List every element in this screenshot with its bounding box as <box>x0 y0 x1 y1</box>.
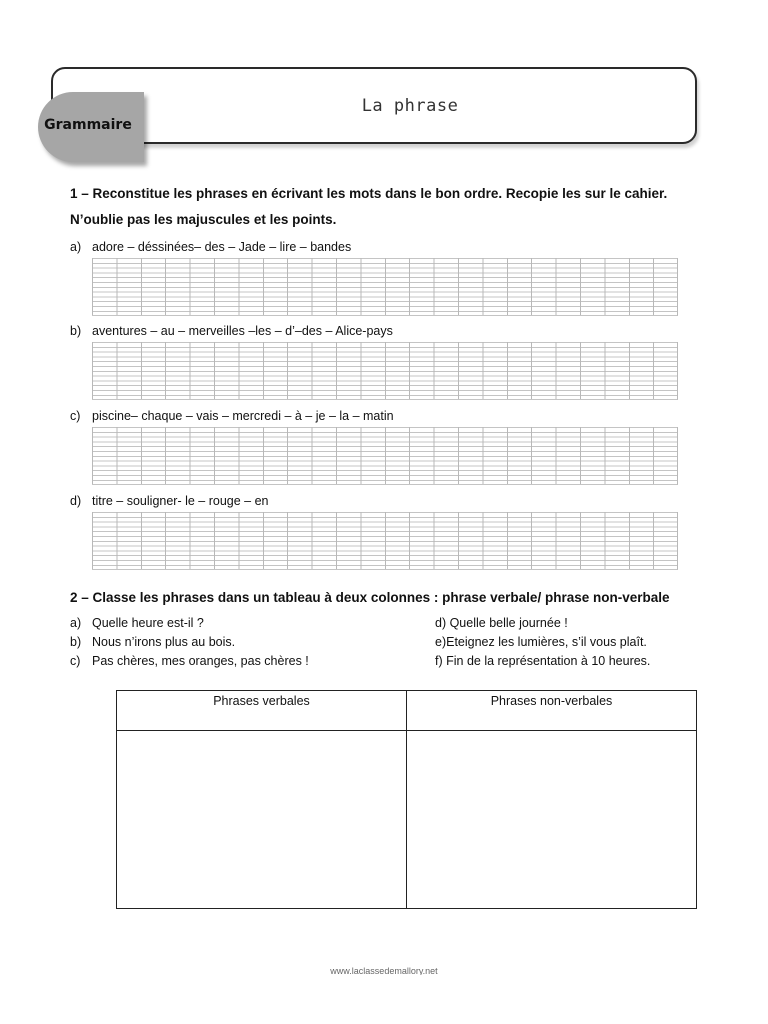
sentence-f: f) Fin de la représentation à 10 heures. <box>435 654 651 668</box>
sort-table <box>116 690 697 909</box>
item-letter: d) <box>70 494 82 508</box>
sentence-a <box>70 616 204 630</box>
item-words: aventures – au – merveilles –les – d’–des – Alice-pays <box>92 324 393 338</box>
subject-tab <box>38 92 144 162</box>
sentence-letter: c) <box>70 654 81 668</box>
writing-grid-c[interactable] <box>92 427 678 485</box>
sentence-list <box>70 616 710 673</box>
sentence-c <box>70 654 309 668</box>
sentence-text: Nous n’irons plus au bois. <box>92 635 236 649</box>
exercise1-subtitle: N’oublie pas les majuscules et les points. <box>70 212 337 227</box>
column-header-verbal: Phrases verbales <box>117 691 407 731</box>
exercise1-item-d <box>70 494 269 508</box>
answer-cell-non-verbal[interactable] <box>407 731 697 909</box>
sentence-text: Pas chères, mes oranges, pas chères ! <box>92 654 309 668</box>
sentence-row <box>70 616 710 635</box>
subject-label: Grammaire <box>44 117 132 133</box>
sentence-e: e)Eteignez les lumières, s’il vous plaît. <box>435 635 647 649</box>
exercise2-title: 2 – Classe les phrases dans un tableau à deux colonnes : phrase verbale/ phrase non-verbale <box>70 590 670 605</box>
item-letter: b) <box>70 324 82 338</box>
item-letter: a) <box>70 240 82 254</box>
footer-url: www.laclassedemallory.net <box>330 966 438 975</box>
exercise1-item-a <box>70 240 351 254</box>
sentence-row <box>70 654 710 673</box>
item-words: piscine– chaque – vais – mercredi – à – je – la – matin <box>92 409 394 423</box>
item-words: adore – déssinées– des – Jade – lire – bandes <box>92 240 352 254</box>
sentence-d: d) Quelle belle journée ! <box>435 616 568 630</box>
item-letter: c) <box>70 409 81 423</box>
writing-grid-b[interactable] <box>92 342 678 400</box>
sentence-letter: b) <box>70 635 82 649</box>
page-title: La phrase <box>361 96 459 116</box>
writing-grid-d[interactable] <box>92 512 678 570</box>
answer-cell-verbal[interactable] <box>117 731 407 909</box>
column-header-non-verbal: Phrases non-verbales <box>407 691 697 731</box>
item-words: titre – souligner- le – rouge – en <box>92 494 269 508</box>
sentence-text: Quelle heure est-il ? <box>92 616 204 630</box>
sentence-letter: a) <box>70 616 82 630</box>
exercise1-item-b <box>70 324 393 338</box>
sentence-row <box>70 635 710 654</box>
exercise1-title: 1 – Reconstitue les phrases en écrivant les mots dans le bon ordre. Recopie les sur le cahier. <box>70 186 668 201</box>
writing-grid-a[interactable] <box>92 258 678 316</box>
sentence-b <box>70 635 235 649</box>
exercise1-item-c <box>70 409 394 423</box>
